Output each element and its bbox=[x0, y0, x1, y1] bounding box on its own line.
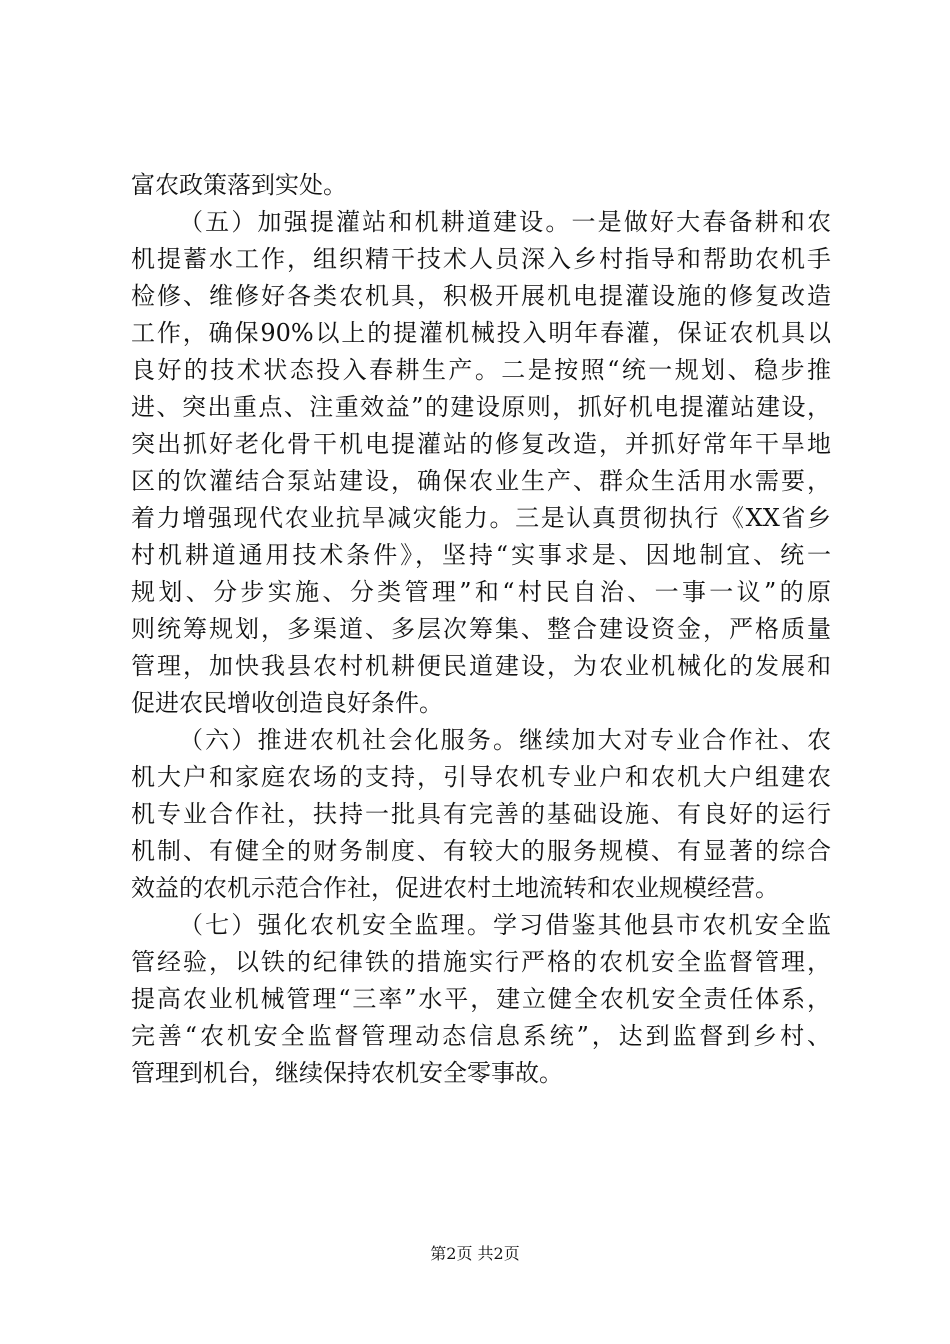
page-footer: 第2页 共2页 bbox=[430, 1244, 520, 1263]
text-line: 村机耕道通用技术条件》，坚持“实事求是、因地制宜、统一 bbox=[131, 541, 831, 569]
paragraph-7-first-line: （七）强化农机安全监理。学习借鉴其他县市农机安全监 bbox=[179, 911, 831, 939]
text-line: 检修、维修好各类农机具，积极开展机电提灌设施的修复改造 bbox=[131, 282, 831, 310]
text-line: 促进农民增收创造良好条件。 bbox=[131, 689, 443, 717]
text-line: 机提蓄水工作，组织精干技术人员深入乡村指导和帮助农机手 bbox=[131, 245, 831, 273]
paragraph-6-first-line: （六）推进农机社会化服务。继续加大对专业合作社、农 bbox=[179, 726, 831, 754]
text-line: 完善“农机安全监督管理动态信息系统”，达到监督到乡村、 bbox=[131, 1022, 831, 1050]
text-line: 区的饮灌结合泵站建设，确保农业生产、群众生活用水需要， bbox=[131, 467, 831, 495]
text-line: 提高农业机械管理“三率”水平，建立健全农机安全责任体系， bbox=[131, 985, 831, 1013]
text-line: 机专业合作社，扶持一批具有完善的基础设施、有良好的运行 bbox=[131, 800, 831, 828]
text-line: 富农政策落到实处。 bbox=[131, 171, 347, 199]
text-line: 管经验，以铁的纪律铁的措施实行严格的农机安全监督管理， bbox=[131, 948, 831, 976]
text-line: 效益的农机示范合作社，促进农村土地流转和农业规模经营。 bbox=[131, 874, 779, 902]
text-line: 规划、分步实施、分类管理”和“村民自治、一事一议”的原 bbox=[131, 578, 831, 606]
paragraph-5-first-line: （五）加强提灌站和机耕道建设。一是做好大春备耕和农 bbox=[179, 208, 831, 236]
text-line: 管理到机台，继续保持农机安全零事故。 bbox=[131, 1059, 563, 1087]
text-line: 良好的技术状态投入春耕生产。二是按照“统一规划、稳步推 bbox=[131, 356, 831, 384]
text-line: 机大户和家庭农场的支持，引导农机专业户和农机大户组建农 bbox=[131, 763, 831, 791]
text-line: 工作，确保90%以上的提灌机械投入明年春灌，保证农机具以 bbox=[131, 319, 831, 347]
text-line: 管理，加快我县农村机耕便民道建设，为农业机械化的发展和 bbox=[131, 652, 831, 680]
body-text bbox=[131, 167, 831, 1092]
text-line: 突出抓好老化骨干机电提灌站的修复改造，并抓好常年干旱地 bbox=[131, 430, 831, 458]
text-line: 进、突出重点、注重效益”的建设原则，抓好机电提灌站建设， bbox=[131, 393, 831, 421]
text-line: 机制、有健全的财务制度、有较大的服务规模、有显著的综合 bbox=[131, 837, 831, 865]
text-line: 则统筹规划，多渠道、多层次筹集、整合建设资金，严格质量 bbox=[131, 615, 831, 643]
text-line: 着力增强现代农业抗旱减灾能力。三是认真贯彻执行《XX省乡 bbox=[131, 504, 831, 532]
